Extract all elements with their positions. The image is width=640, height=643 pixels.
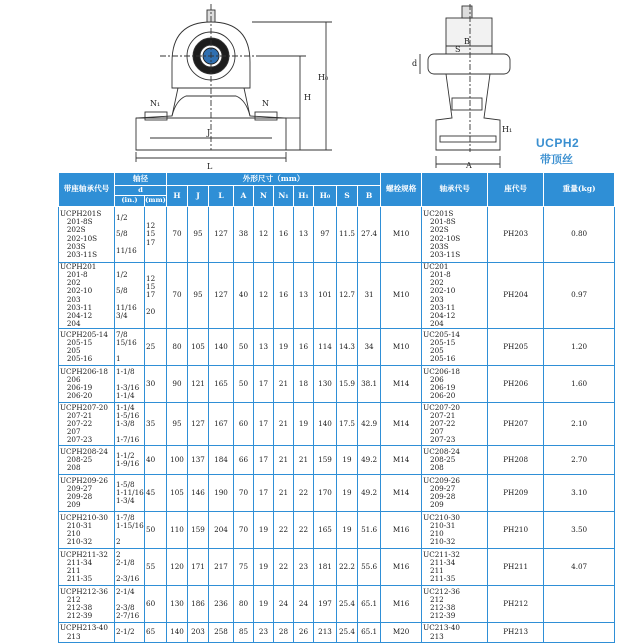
cell-bearing-code: UCPH201S 201-8S 202S 202-10S 203S 203-11S — [59, 207, 115, 263]
header-col-N: N — [254, 186, 274, 207]
cell-dim: 16 — [274, 207, 294, 263]
header-col-H: H — [167, 186, 188, 207]
side-setscrew — [462, 6, 472, 18]
cell-bolt: M20 — [381, 623, 422, 643]
cell-dim: 22.2 — [337, 549, 358, 586]
side-shaft — [428, 54, 510, 74]
cell-bearing-code: UCPH208-24 208-25 208 — [59, 446, 115, 475]
cell-dim: 170 — [314, 475, 337, 512]
cell-bearing-code: UCPH210-30 210-31 210 210-32 — [59, 512, 115, 549]
cell-inch: 1-1/4 1-5/16 1-3/8 1-7/16 — [115, 403, 145, 446]
cell-dim: 165 — [209, 366, 234, 403]
cell-weight: 4.07 — [544, 549, 615, 586]
cell-dim: 110 — [167, 512, 188, 549]
cell-dim: 55.6 — [358, 549, 381, 586]
side-housing-body — [436, 74, 500, 150]
header-in: (in.) — [115, 196, 145, 207]
cell-housing: PH205 — [488, 329, 544, 366]
cell-bearing: UC210-30 210-31 210 210-32 — [422, 512, 488, 549]
cell-bearing: UC212-36 212 212-38 212-39 — [422, 586, 488, 623]
cell-mm: 12 15 17 20 — [145, 263, 167, 329]
cell-dim: 203 — [188, 623, 209, 643]
label-H1: H₁ — [502, 125, 513, 134]
cell-dim: 24 — [294, 586, 314, 623]
cell-dim: 217 — [209, 549, 234, 586]
cell-dim: 18 — [294, 366, 314, 403]
cell-weight: 2.10 — [544, 403, 615, 446]
table-row — [59, 263, 615, 329]
cell-inch: 7/8 15/16 1 — [115, 329, 145, 366]
cell-dim: 19 — [254, 549, 274, 586]
cell-mm: 45 — [145, 475, 167, 512]
cell-dim: 65.1 — [358, 623, 381, 643]
cell-dim: 70 — [167, 207, 188, 263]
cell-housing: PH207 — [488, 403, 544, 446]
cell-dim: 15.9 — [337, 366, 358, 403]
cell-dim: 21 — [274, 366, 294, 403]
cell-bearing-code: UCPH211-32 211-34 211 211-35 — [59, 549, 115, 586]
cell-dim: 40 — [234, 263, 254, 329]
cell-bearing: UC207-20 207-21 207-22 207 207-23 — [422, 403, 488, 446]
model-subtitle: 带顶丝 — [540, 154, 573, 166]
cell-dim: 100 — [167, 446, 188, 475]
cell-dim: 21 — [274, 446, 294, 475]
cell-dim: 70 — [234, 512, 254, 549]
cell-dim: 24 — [274, 586, 294, 623]
cell-bolt: M16 — [381, 512, 422, 549]
cell-dim: 17.5 — [337, 403, 358, 446]
cell-bearing: UC211-32 211-34 211 211-35 — [422, 549, 488, 586]
cell-dim: 60 — [234, 403, 254, 446]
cell-inch: 1-1/8 1-3/16 1-1/4 — [115, 366, 145, 403]
cell-dim: 19 — [254, 512, 274, 549]
cell-bearing-code: UCPH206-18 206 206-19 206-20 — [59, 366, 115, 403]
cell-housing: PH203 — [488, 207, 544, 263]
cell-dim: 22 — [274, 512, 294, 549]
cell-mm: 65 — [145, 623, 167, 643]
cell-weight — [544, 586, 615, 623]
cell-weight: 0.97 — [544, 263, 615, 329]
cell-dim: 120 — [167, 549, 188, 586]
cell-housing: PH208 — [488, 446, 544, 475]
cell-dim: 42.9 — [358, 403, 381, 446]
cell-dim: 21 — [274, 475, 294, 512]
cell-dim: 31 — [358, 263, 381, 329]
cell-dim: 17 — [254, 366, 274, 403]
cell-bolt: M14 — [381, 366, 422, 403]
cell-dim: 17 — [254, 403, 274, 446]
cell-mm: 50 — [145, 512, 167, 549]
cell-inch: 2-1/2 — [115, 623, 145, 643]
cell-dim: 186 — [188, 586, 209, 623]
cell-housing: PH211 — [488, 549, 544, 586]
cell-dim: 127 — [209, 263, 234, 329]
spec-table-wrap — [58, 172, 614, 643]
label-J: J — [207, 128, 211, 137]
cell-dim: 19 — [337, 446, 358, 475]
cell-dim: 25.4 — [337, 623, 358, 643]
cell-dim: 51.6 — [358, 512, 381, 549]
table-row — [59, 475, 615, 512]
cell-dim: 49.2 — [358, 475, 381, 512]
cell-dim: 17 — [254, 446, 274, 475]
cell-housing: PH206 — [488, 366, 544, 403]
cell-dim: 12 — [254, 263, 274, 329]
cell-mm: 55 — [145, 549, 167, 586]
cell-dim: 130 — [314, 366, 337, 403]
cell-dim: 97 — [314, 207, 337, 263]
table-row — [59, 207, 615, 263]
cell-dim: 19 — [254, 586, 274, 623]
cell-dim: 23 — [294, 549, 314, 586]
cell-bearing-code: UCPH205-14 205-15 205 205-16 — [59, 329, 115, 366]
cell-inch: 2-1/4 2-3/8 2-7/16 — [115, 586, 145, 623]
cell-dim: 13 — [294, 207, 314, 263]
cell-dim: 17 — [254, 475, 274, 512]
cell-dim: 146 — [188, 475, 209, 512]
cell-dim: 181 — [314, 549, 337, 586]
header-housing: 座代号 — [488, 173, 544, 207]
cell-dim: 171 — [188, 549, 209, 586]
side-housing-top — [446, 18, 492, 54]
cell-weight: 3.50 — [544, 512, 615, 549]
cell-dim: 50 — [234, 329, 254, 366]
cell-dim: 14.3 — [337, 329, 358, 366]
cell-bearing: UC201S 201-8S 202S 202-10S 203S 203-11S — [422, 207, 488, 263]
cell-dim: 26 — [294, 623, 314, 643]
label-d: d — [412, 59, 418, 68]
cell-dim: 140 — [167, 623, 188, 643]
cell-dim: 21 — [274, 403, 294, 446]
cell-weight: 1.20 — [544, 329, 615, 366]
cell-dim: 165 — [314, 512, 337, 549]
cell-bolt: M16 — [381, 549, 422, 586]
cell-dim: 190 — [209, 475, 234, 512]
header-col-L: L — [209, 186, 234, 207]
cell-dim: 25.4 — [337, 586, 358, 623]
label-N1: N₁ — [150, 99, 161, 108]
cell-housing: PH210 — [488, 512, 544, 549]
header-mm: (mm) — [145, 196, 167, 207]
cell-dim: 65.1 — [358, 586, 381, 623]
cell-dim: 19 — [294, 403, 314, 446]
cell-dim: 80 — [234, 586, 254, 623]
cell-dim: 21 — [294, 446, 314, 475]
cell-dim: 236 — [209, 586, 234, 623]
cell-inch: 1-5/8 1-11/16 1-3/4 — [115, 475, 145, 512]
cell-dim: 19 — [337, 512, 358, 549]
cell-bearing: UC208-24 208-25 208 — [422, 446, 488, 475]
table-row — [59, 403, 615, 446]
cell-bolt: M16 — [381, 586, 422, 623]
cell-housing: PH209 — [488, 475, 544, 512]
cell-weight: 2.70 — [544, 446, 615, 475]
cell-mm: 25 — [145, 329, 167, 366]
cell-dim: 90 — [167, 366, 188, 403]
cell-dim: 95 — [188, 263, 209, 329]
cell-dim: 159 — [314, 446, 337, 475]
cell-dim: 13 — [254, 329, 274, 366]
cell-inch: 1-1/2 1-9/16 — [115, 446, 145, 475]
header-col-J: J — [188, 186, 209, 207]
header-col-B: B — [358, 186, 381, 207]
cell-dim: 22 — [274, 549, 294, 586]
cell-dim: 70 — [234, 475, 254, 512]
header-col-H0: H₀ — [314, 186, 337, 207]
table-row — [59, 446, 615, 475]
table-row — [59, 329, 615, 366]
cell-housing: PH212 — [488, 586, 544, 623]
header-bearing-code: 带座轴承代号 — [59, 173, 115, 207]
label-B: B — [464, 37, 470, 46]
header-col-H1: H₁ — [294, 186, 314, 207]
cell-bearing-code: UCPH212-36 212 212-38 212-39 — [59, 586, 115, 623]
cell-dim: 23 — [254, 623, 274, 643]
label-H: H — [304, 93, 311, 102]
cell-bearing-code: UCPH201 201-8 202 202-10 203 203-11 204-12 204 — [59, 263, 115, 329]
cell-inch: 1-7/8 1-15/16 2 — [115, 512, 145, 549]
cell-dim: 27.4 — [358, 207, 381, 263]
cell-dim: 70 — [167, 263, 188, 329]
cell-weight: 1.60 — [544, 366, 615, 403]
spec-table-body — [59, 207, 615, 643]
cell-bearing-code: UCPH213-40 213 — [59, 623, 115, 643]
cell-bolt: M10 — [381, 263, 422, 329]
header-bolt: 螺栓规格 — [381, 173, 422, 207]
cell-dim: 38.1 — [358, 366, 381, 403]
cell-dim: 16 — [274, 263, 294, 329]
cell-inch: 2 2-1/8 2-3/16 — [115, 549, 145, 586]
cell-mm: 12 15 17 — [145, 207, 167, 263]
cell-dim: 75 — [234, 549, 254, 586]
cell-mm: 40 — [145, 446, 167, 475]
cell-bearing-code: UCPH207-20 207-21 207-22 207 207-23 — [59, 403, 115, 446]
cell-mm: 30 — [145, 366, 167, 403]
cell-dim: 127 — [188, 403, 209, 446]
cell-dim: 204 — [209, 512, 234, 549]
cell-inch: 1/2 5/8 11/16 — [115, 207, 145, 263]
cell-dim: 137 — [188, 446, 209, 475]
cell-dim: 13 — [294, 263, 314, 329]
header-weight: 重量(kg) — [544, 173, 615, 207]
cell-dim: 140 — [314, 403, 337, 446]
cell-inch: 1/2 5/8 11/16 3/4 — [115, 263, 145, 329]
cell-dim: 66 — [234, 446, 254, 475]
label-N: N — [262, 99, 269, 108]
cell-bearing: UC213-40 213 — [422, 623, 488, 643]
table-row — [59, 549, 615, 586]
cell-dim: 19 — [337, 475, 358, 512]
cell-dim: 105 — [167, 475, 188, 512]
cell-dim: 140 — [209, 329, 234, 366]
cell-dim: 16 — [294, 329, 314, 366]
cell-bolt: M14 — [381, 446, 422, 475]
cell-dim: 213 — [314, 623, 337, 643]
cell-dim: 184 — [209, 446, 234, 475]
cell-dim: 105 — [188, 329, 209, 366]
cell-dim: 28 — [274, 623, 294, 643]
cell-dim: 38 — [234, 207, 254, 263]
cell-weight: 0.80 — [544, 207, 615, 263]
cell-housing: PH204 — [488, 263, 544, 329]
cell-dim: 12 — [254, 207, 274, 263]
header-shaft-dia: 轴径 — [115, 173, 167, 186]
cell-dim: 80 — [167, 329, 188, 366]
cell-dim: 22 — [294, 512, 314, 549]
model-title: UCPH2 — [536, 136, 580, 150]
cell-bearing: UC209-26 209-27 209-28 209 — [422, 475, 488, 512]
cell-bolt: M14 — [381, 403, 422, 446]
header-bearing: 轴承代号 — [422, 173, 488, 207]
cell-bolt: M10 — [381, 207, 422, 263]
cell-housing: PH213 — [488, 623, 544, 643]
cell-dim: 11.5 — [337, 207, 358, 263]
cell-dim: 49.2 — [358, 446, 381, 475]
label-S: S — [455, 45, 461, 54]
label-L: L — [207, 162, 213, 171]
cell-mm: 35 — [145, 403, 167, 446]
header-col-S: S — [337, 186, 358, 207]
cell-dim: 50 — [234, 366, 254, 403]
cell-dim: 19 — [274, 329, 294, 366]
cell-bearing-code: UCPH209-26 209-27 209-28 209 — [59, 475, 115, 512]
cell-bearing: UC205-14 205-15 205 205-16 — [422, 329, 488, 366]
cell-bearing: UC206-18 206 206-19 206-20 — [422, 366, 488, 403]
cell-dim: 127 — [209, 207, 234, 263]
left-bolt-slot — [145, 112, 167, 120]
cell-mm: 60 — [145, 586, 167, 623]
cell-dim: 101 — [314, 263, 337, 329]
cell-dim: 85 — [234, 623, 254, 643]
cell-bearing: UC201 201-8 202 202-10 203 203-11 204-12 204 — [422, 263, 488, 329]
cell-weight: 3.10 — [544, 475, 615, 512]
cell-dim: 95 — [167, 403, 188, 446]
label-H0: H₀ — [318, 73, 329, 82]
table-row — [59, 512, 615, 549]
cell-dim: 197 — [314, 586, 337, 623]
table-row — [59, 366, 615, 403]
header-col-A: A — [234, 186, 254, 207]
table-row — [59, 586, 615, 623]
label-A: A — [466, 161, 472, 170]
cell-dim: 258 — [209, 623, 234, 643]
cell-bolt: M10 — [381, 329, 422, 366]
cell-dim: 130 — [167, 586, 188, 623]
header-d: d — [115, 186, 167, 196]
cell-dim: 159 — [188, 512, 209, 549]
header-dims: 外形尺寸（mm） — [167, 173, 381, 186]
header-col-N1: N₁ — [274, 186, 294, 207]
cell-dim: 12.7 — [337, 263, 358, 329]
cell-dim: 22 — [294, 475, 314, 512]
cell-dim: 167 — [209, 403, 234, 446]
spec-table — [58, 172, 615, 643]
cell-dim: 121 — [188, 366, 209, 403]
right-bolt-slot — [255, 112, 277, 120]
cell-dim: 34 — [358, 329, 381, 366]
cell-dim: 95 — [188, 207, 209, 263]
cell-bolt: M14 — [381, 475, 422, 512]
cell-dim: 114 — [314, 329, 337, 366]
